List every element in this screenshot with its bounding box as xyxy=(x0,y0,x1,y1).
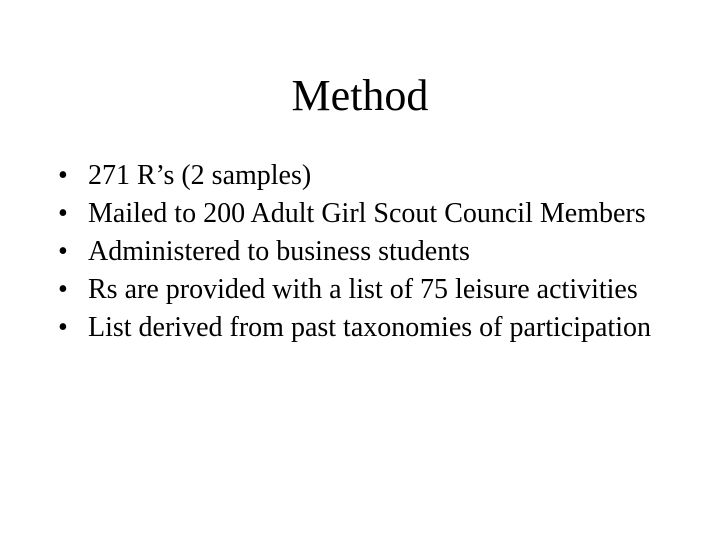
bullet-text: List derived from past taxonomies of participation xyxy=(88,312,651,343)
bullet-icon: • xyxy=(58,312,68,343)
bullet-text: Rs are provided with a list of 75 leisure activities xyxy=(88,274,638,305)
bullet-item xyxy=(58,198,658,230)
bullet-item xyxy=(58,236,658,268)
bullet-icon: • xyxy=(58,198,68,229)
bullet-icon: • xyxy=(58,274,68,305)
bullet-list xyxy=(58,160,658,350)
bullet-item xyxy=(58,274,658,306)
bullet-icon: • xyxy=(58,236,68,267)
bullet-icon: • xyxy=(58,160,68,191)
bullet-item xyxy=(58,312,658,344)
bullet-text: Administered to business students xyxy=(88,236,470,267)
bullet-text: 271 R’s (2 samples) xyxy=(88,160,312,191)
bullet-item xyxy=(58,160,658,192)
bullet-text: Mailed to 200 Adult Girl Scout Council Members xyxy=(88,198,646,229)
slide-title: Method xyxy=(291,71,429,120)
